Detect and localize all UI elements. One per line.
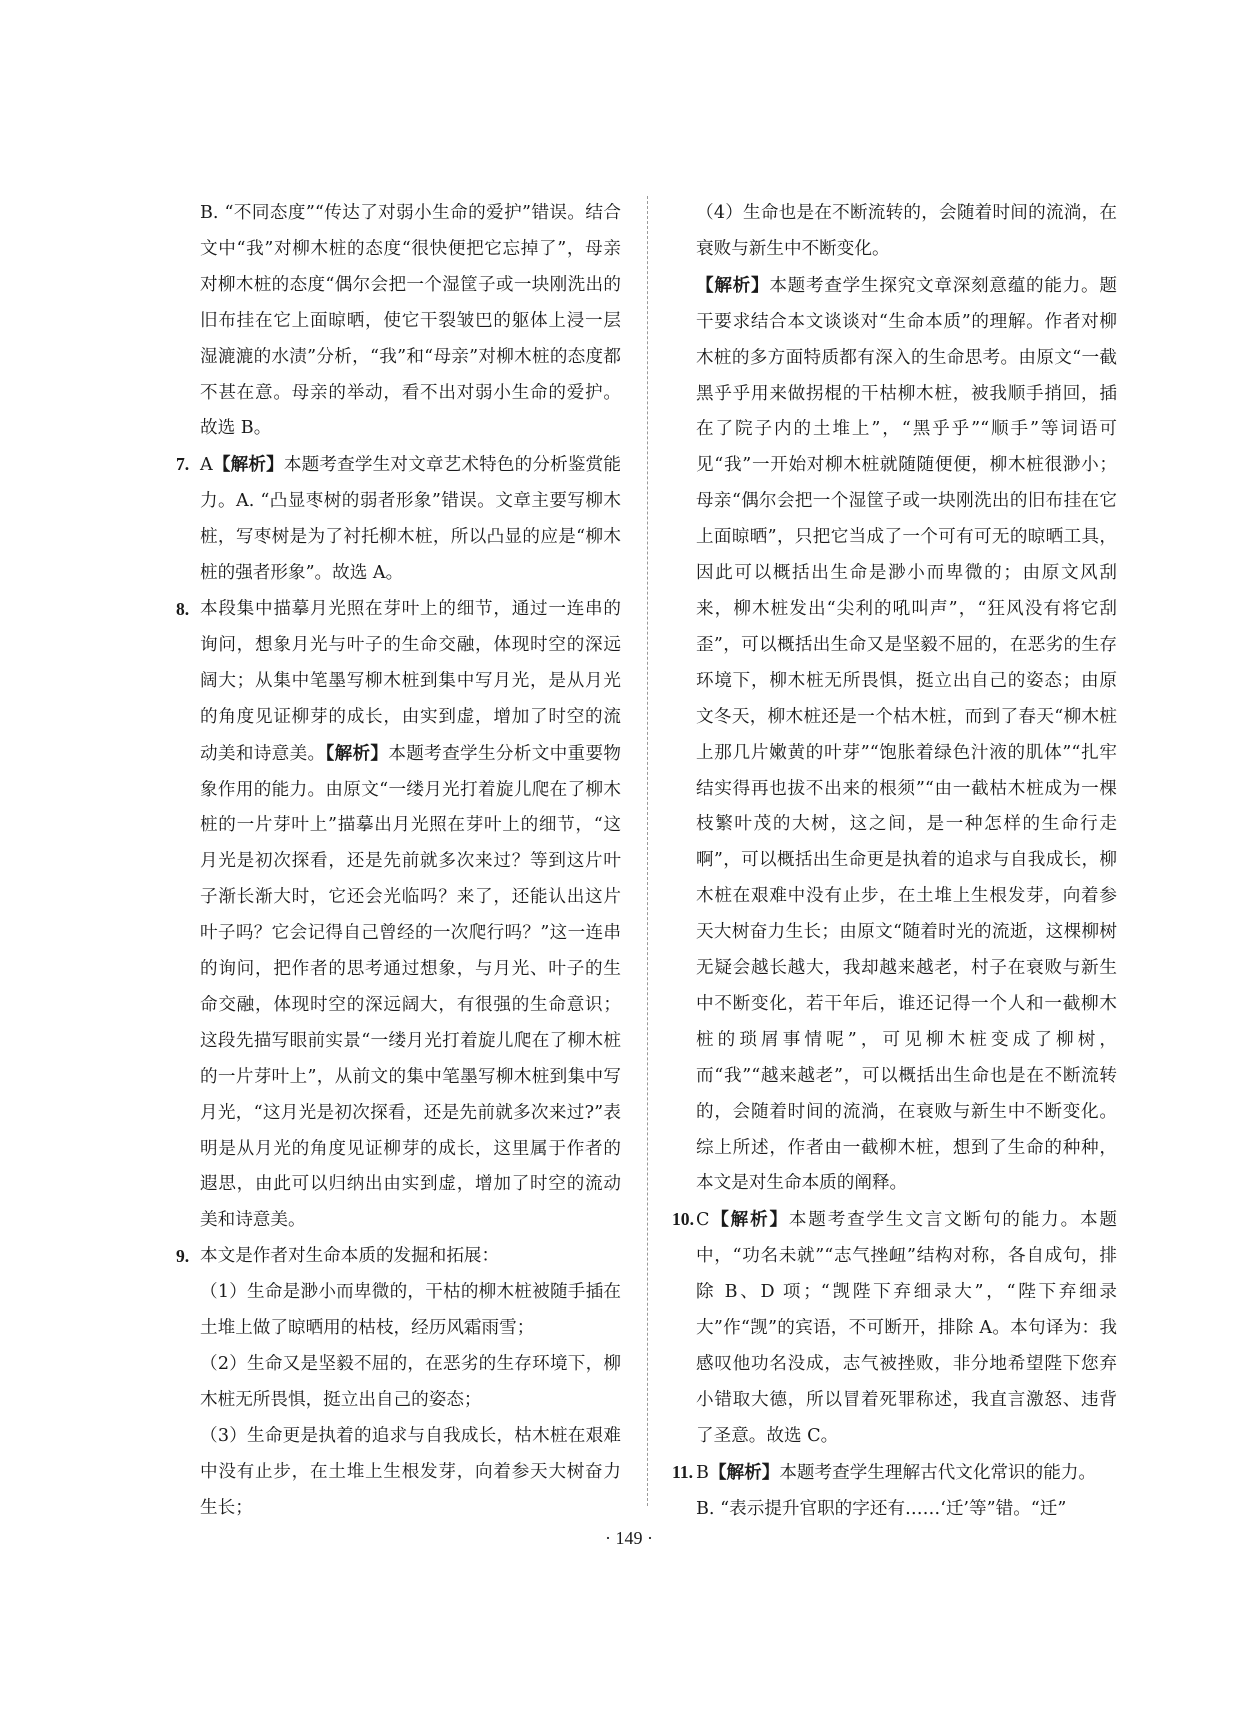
analysis-tag: 【解析】 <box>212 454 284 476</box>
answer-letter: C <box>696 1210 710 1231</box>
item-11-first-line <box>696 1455 1117 1492</box>
answer-item-10 <box>672 1202 1117 1454</box>
answer-letter: B <box>696 1462 709 1483</box>
analysis-text: 本题考查学生探究文章深刻意蕴的能力。题干要求结合本文谈谈对“生命本质”的理解。作者对柳木桩的多方面特质都有深入的生命思考。由原文“一截黑乎乎用来做拐棍的干枯柳木桩，被我顺手捎回，插在了院子内的土堆上”，“黑乎乎”“顺手”等词语可见“我”一开始对柳木桩就随随便便，柳木桩很渺小；母亲“偶尔会把一个湿筐子或一块刚洗出的旧布挂在它上面晾晒”，只把它当成了一个可有可无的晾晒工具，因此可以概括出生命是渺小而卑微的；由原文风刮来，柳木桩发出“尖利的吼叫声”，“狂风没有将它刮歪”，可以概括出生命又是坚毅不屈的，在恶劣的生存环境下，柳木桩无所畏惧，挺立出自己的姿态；由原文冬天，柳木桩还是一个枯木桩，而到了春天“柳木桩上那几片嫩黄的叶芽”“饱胀着绿色汁液的肌体”“扎牢结实得再也拔不出来的根须”“由一截枯木桩成为一棵枝繁叶茂的大树，这之间，是一种怎样的生命行走啊”，可以概括出生命更是执着的追求与自我成长，柳木桩在艰难中没有止步，在土堆上生根发芽，向着参天大树奋力生长；由原文“随着时光的流逝，这棵柳树无疑会越长越大，我却越来越老，村子在衰败与新生中不断变化，若干年后，谁还记得一个人和一截柳木桩的琐屑事情呢”，可见柳木桩变成了柳树，而“我”“越来越老”，可以概括出生命也是在不断流转的，会随着时间的流淌，在衰败与新生中不断变化。综上所述，作者由一截柳木桩，想到了生命的种种，本文是对生命本质的阐释。 <box>696 275 1117 1194</box>
answer-item-9 <box>176 1239 621 1526</box>
answer-letter: A <box>200 455 213 476</box>
left-column <box>176 196 621 1527</box>
analysis-text: 本题考查学生文言文断句的能力。本题中，“功名未就”“志气挫衄”结构对称，各自成句，排除 B、D 项；“觊陛下弃细录大”，“陛下弃细录大”作“觊”的宾语，不可断开，排除 A。本句译为：我感叹他功名没成，志气被挫败，非分地希望陛下您弃小错取大德，所以冒着死罪称述，我直言激怒、违背了圣意。故选 C。 <box>696 1210 1117 1446</box>
answer-item-11 <box>672 1455 1117 1528</box>
item-number: 9. <box>176 1246 190 1267</box>
analysis-tag: 【解析】 <box>696 274 770 296</box>
item-6-option-b-text: B. “不同态度”“传达了对弱小生命的爱护”错误。结合文中“我”对柳木桩的态度“很快便把它忘掉了”，母亲对柳木桩的态度“偶尔会把一个湿筐子或一块刚洗出的旧布挂在它上面晾晒，使它干裂皱巴的躯体上浸一层湿漉漉的水渍”分析，“我”和“母亲”对柳木桩的态度都不甚在意。母亲的举动，看不出对弱小生命的爱护。故选 B。 <box>200 203 621 439</box>
item-9-intro: 本文是作者对生命本质的发掘和拓展： <box>200 1246 500 1267</box>
item-9-point-4-text: （4）生命也是在不断流转的，会随着时间的流淌，在衰败与新生中不断变化。 <box>696 203 1117 259</box>
analysis-tag: 【解析】 <box>708 1461 780 1483</box>
answer-text: 本段集中描摹月光照在芽叶上的细节，通过一连串的询问，想象月光与叶子的生命交融，体现时空的深远阔大；从集中笔墨写柳木桩到集中写月光，是从月光的角度见证柳芽的成长，由实到虚，增加了时空的流动美和诗意美。 <box>200 598 621 764</box>
analysis-tag: 【解析】 <box>325 742 389 764</box>
analysis-text: 本题考查学生分析文中重要物象作用的能力。由原文“一缕月光打着旋儿爬在了柳木桩的一片芽叶上”描摹出月光照在芽叶上的细节，“这月光是初次探看，还是先前就多次来过？等到这片叶子渐长渐大时，它还会光临吗？来了，还能认出这片叶子吗？它会记得自己曾经的一次爬行吗？”这一连串的询问，把作者的思考通过想象，与月光、叶子的生命交融，体现时空的深远阔大，有很强的生命意识；这段先描写眼前实景“一缕月光打着旋儿爬在了柳木桩的一片芽叶上”，从前文的集中笔墨写柳木桩到集中写月光，“这月光是初次探看，还是先前就多次来过?”表明是从月光的角度见证柳芽的成长，这里属于作者的遐思，由此可以归纳出由实到虚，增加了时空的流动美和诗意美。 <box>200 743 621 1231</box>
analysis-text: 本题考查学生对文章艺术特色的分析鉴赏能力。A. “凸显枣树的弱者形象”错误。文章主要写柳木桩，写枣树是为了衬托柳木桩，所以凸显的应是“柳木桩的强者形象”。故选 A。 <box>200 455 621 584</box>
answer-item-7 <box>176 447 621 592</box>
item-9-analysis <box>672 268 1117 1203</box>
item-9-point-2: （2）生命又是坚毅不屈的，在恶劣的生存环境下，柳木桩无所畏惧，挺立出自己的姿态； <box>200 1354 621 1410</box>
item-number: 10. <box>672 1209 694 1230</box>
answer-item-8 <box>176 592 621 1239</box>
item-9-point-3: （3）生命更是执着的追求与自我成长，枯木桩在艰难中没有止步，在土堆上生根发芽，向着参天大树奋力生长； <box>200 1425 621 1518</box>
item-number: 11. <box>672 1461 694 1482</box>
analysis-text: 本题考查学生理解古代文化常识的能力。 <box>779 1462 1097 1483</box>
item-6-option-b <box>176 196 621 447</box>
analysis-tag: 【解析】 <box>709 1209 789 1231</box>
item-11-option-b: B. “表示提升官职的字还有……‘迁’等”错。“迁” <box>696 1498 1067 1519</box>
item-number: 8. <box>176 598 190 619</box>
item-number: 7. <box>176 454 190 475</box>
right-column <box>672 196 1117 1528</box>
item-9-point-4 <box>672 196 1117 268</box>
page-number: · 149 · <box>605 1528 653 1548</box>
item-9-point-1: （1）生命是渺小而卑微的，干枯的柳木桩被随手插在土堆上做了晾晒用的枯枝，经历风霜雨雪； <box>200 1282 621 1339</box>
column-divider <box>647 196 648 1506</box>
